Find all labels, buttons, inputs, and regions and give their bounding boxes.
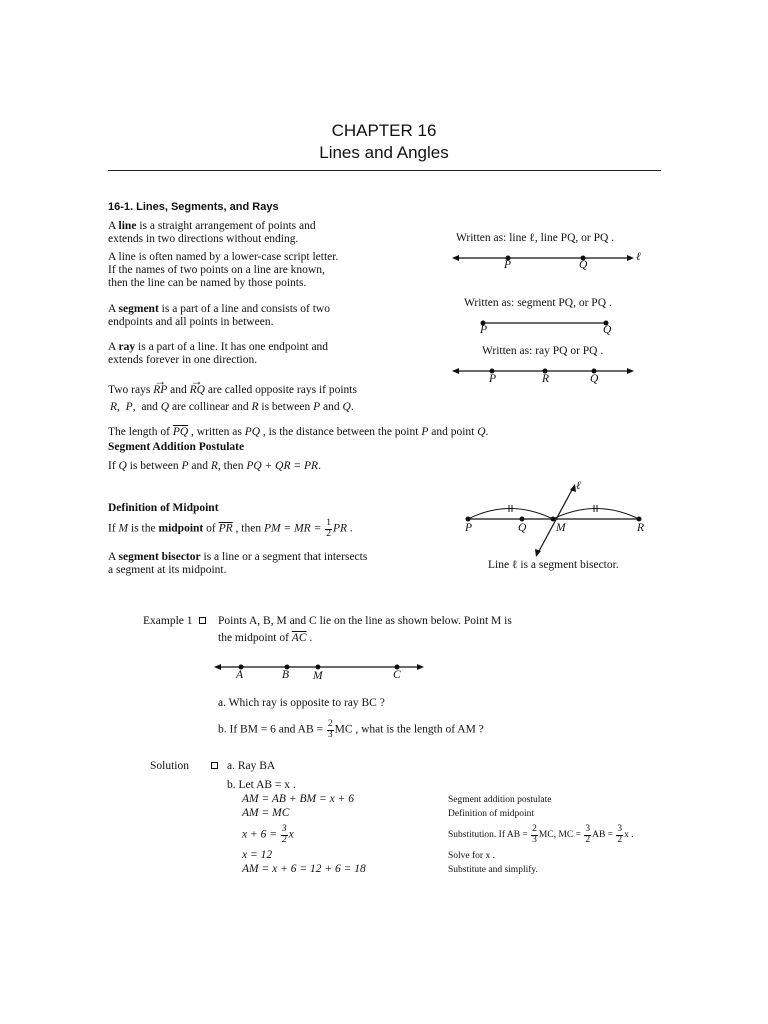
ray-written-as: Written as: ray PQ or PQ .: [482, 345, 604, 357]
section-heading: 16-1. Lines, Segments, and Rays: [108, 201, 279, 213]
fraction: $\frac{2}{3}$: [532, 824, 537, 845]
bisector-definition-2: a segment at its midpoint.: [108, 564, 227, 576]
line-definition: A line is a straight arrangement of points and: [108, 220, 316, 232]
ray-label-q: Q: [590, 373, 599, 385]
fraction: $\frac{3}{2}$: [281, 824, 287, 845]
ray-rq-notation: → RQ: [190, 384, 205, 397]
label-line-l: ℓ: [636, 251, 641, 263]
midpoint-heading: Definition of Midpoint: [108, 502, 219, 514]
fraction: $\frac{2}{3}$: [327, 719, 333, 740]
fraction: $\frac{3}{2}$: [617, 824, 623, 845]
segment-written-as: Written as: segment PQ, or PQ .: [464, 297, 612, 309]
bisector-definition: A segment bisector is a line or a segment that intersects: [108, 551, 368, 563]
bisect-label-l: ℓ: [576, 480, 581, 492]
solution-reason-1: Segment addition postulate: [448, 795, 552, 805]
opposite-rays-text: Two rays → RP and → RQ are called opposite rays if points: [108, 384, 357, 397]
solution-reason-2: Definition of midpoint: [448, 809, 535, 819]
line-definition-2: extends in two directions without ending.: [108, 233, 299, 245]
example-label-m: M: [313, 670, 323, 682]
line-written-as: Written as: line ℓ, line PQ, or PQ .: [456, 232, 615, 244]
example-label-a: A: [236, 669, 244, 681]
segment-label-p: P: [480, 324, 488, 336]
label-p: P: [504, 259, 512, 271]
postulate-statement: If Q is between P and R, then PQ + QR = PR.: [108, 460, 321, 472]
bisector-caption: Line ℓ is a segment bisector.: [488, 559, 619, 571]
bisect-label-p: P: [465, 522, 473, 534]
solution-reason-3: Substitution. If AB = $\frac{2}{3}$ MC, MC = $\frac{3}{2}$ AB = $\frac{3}{2}$ x .: [448, 824, 634, 845]
solution-step-5: AM = x + 6 = 12 + 6 = 18: [242, 863, 366, 875]
solution-step-3: x + 6 = $\frac{3}{2}$ x: [242, 824, 294, 845]
example-text-1: Points A, B, M and C lie on the line as shown below. Point M is: [218, 615, 512, 627]
solution-b-let: b. Let AB = x .: [227, 779, 296, 791]
example-label-c: C: [393, 669, 401, 681]
ray-label-p: P: [489, 373, 497, 385]
ray-label-r: R: [542, 373, 550, 385]
bullet-box: [211, 762, 218, 769]
example-label-b: B: [282, 669, 290, 681]
segment-definition-2: endpoints and all points in between.: [108, 316, 274, 328]
example-label: Example 1: [143, 615, 212, 628]
question-b: b. If BM = 6 and AB = $\frac{2}{3}$ MC , what is the length of AM ?: [218, 719, 484, 740]
ray-rp-notation: → RP: [153, 384, 167, 397]
postulate-heading: Segment Addition Postulate: [108, 441, 245, 453]
line-naming-3: then the line can be named by those points.: [108, 277, 307, 289]
solution-step-2: AM = MC: [242, 807, 290, 819]
ray-definition: A ray is a part of a line. It has one endpoint and: [108, 341, 329, 353]
solution-label: Solution: [150, 760, 224, 773]
bisect-label-r: R: [637, 522, 645, 534]
label-q: Q: [579, 259, 588, 271]
segment-definition: A segment is a part of a line and consists of two: [108, 303, 330, 315]
line-naming-1: A line is often named by a lower-case script letter.: [108, 251, 339, 263]
example-text-2: the midpoint of $\overline{AC}$ .: [218, 632, 313, 644]
solution-reason-5: Substitute and simplify.: [448, 865, 538, 875]
chapter-number: CHAPTER 16: [331, 121, 437, 140]
midpoint-definition: If M is the midpoint of $\overline{PR}$ , then PM = MR = $\frac{1}{2}$ PR .: [108, 518, 353, 539]
ray-definition-2: extends forever in one direction.: [108, 354, 258, 366]
example-point-m: [316, 665, 321, 670]
bisect-label-q: Q: [518, 522, 527, 534]
solution-reason-4: Solve for x .: [448, 851, 495, 861]
solution-step-1: AM = AB + BM = x + 6: [242, 793, 354, 805]
fraction: $\frac{1}{2}$: [326, 518, 331, 539]
chapter-title: Lines and Angles: [319, 143, 449, 162]
example-arrow-right: [417, 664, 424, 670]
solution-step-4: x = 12: [242, 849, 273, 861]
fraction: $\frac{3}{2}$: [585, 824, 591, 845]
solution-a: a. Ray BA: [227, 760, 276, 772]
example-arrow-left: [214, 664, 221, 670]
segment-label-q: Q: [603, 324, 612, 336]
bisect-label-m: M: [556, 522, 566, 534]
question-a: a. Which ray is opposite to ray BC ?: [218, 697, 385, 709]
opposite-rays-condition: R, P, and Q are collinear and R is between P and Q.: [110, 401, 354, 413]
length-definition: The length of $\overline{PQ}$ , written as PQ , is the distance between the point P and point Q.: [108, 426, 489, 438]
line-naming-2: If the names of two points on a line are known,: [108, 264, 325, 276]
